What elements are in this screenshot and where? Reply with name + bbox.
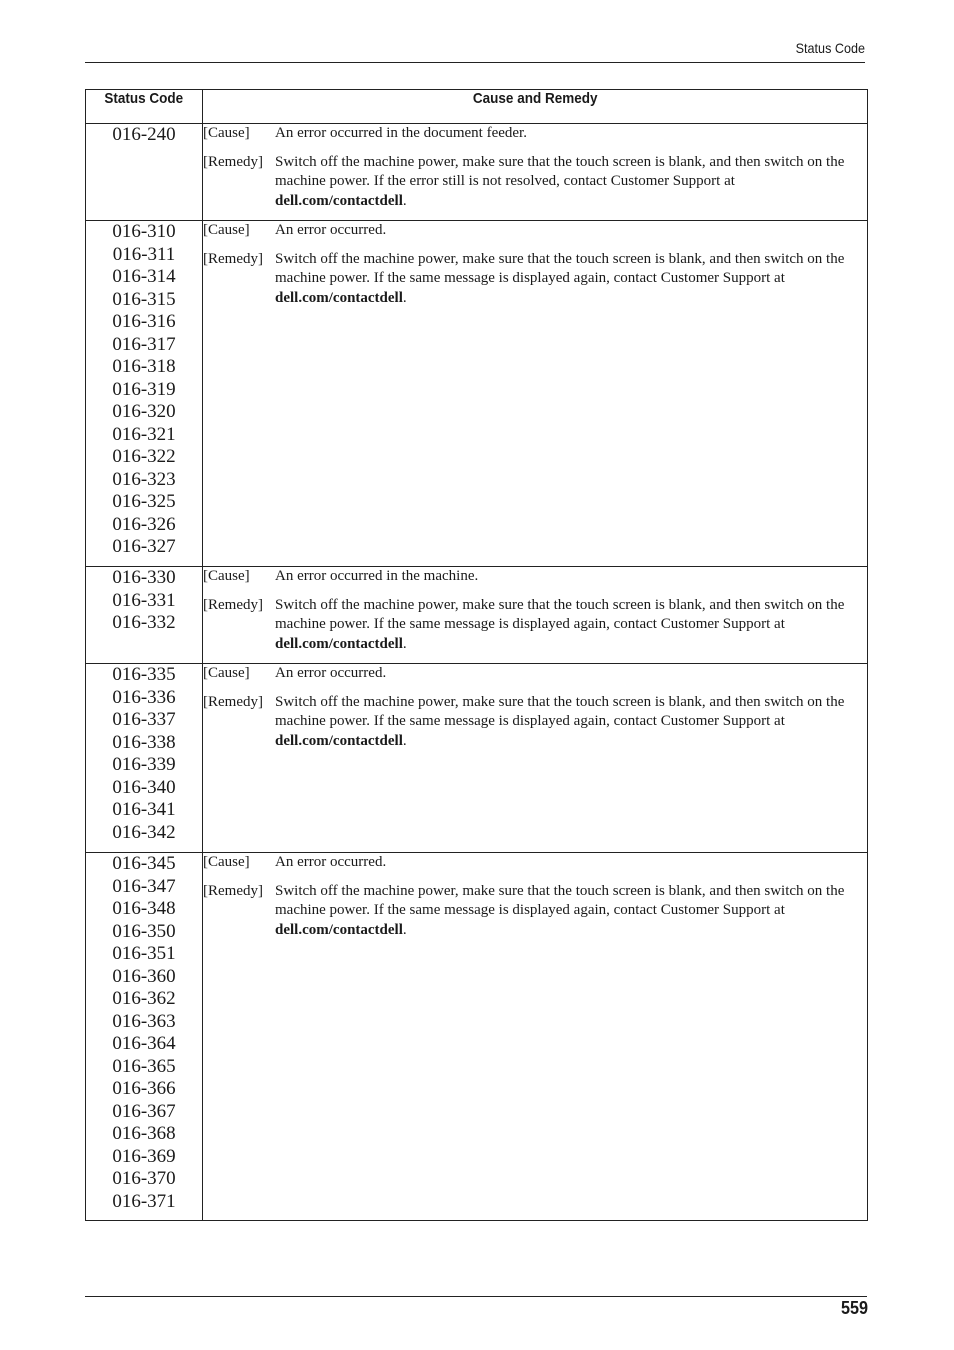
support-link[interactable]: dell.com/contactdell (275, 289, 403, 306)
remedy-entry (203, 153, 867, 212)
cause-entry (203, 853, 867, 873)
cause-tag: [Cause] (203, 854, 250, 870)
cause-entry (203, 567, 867, 587)
cause-remedy-cell (203, 853, 868, 1221)
remedy-body: Switch off the machine power, make sure that the touch screen is blank, and then switch on the machine power. If the same message is displayed again, contact Customer Support at (275, 882, 845, 918)
status-code: 016-325 (112, 491, 176, 512)
cause-tag: [Cause] (203, 568, 250, 584)
remedy-tag: [Remedy] (203, 596, 263, 613)
remedy-end: . (402, 732, 407, 749)
status-code-cell (86, 221, 203, 567)
table-body (86, 124, 868, 1221)
support-link[interactable]: dell.com/contactdell (275, 921, 403, 938)
status-code: 016-314 (112, 266, 176, 287)
remedy-body: Switch off the machine power, make sure that the touch screen is blank, and then switch on the machine power. If the error still is not resolved, contact Customer Support at (275, 153, 845, 189)
status-code: 016-331 (112, 589, 176, 611)
header-rule (85, 62, 865, 63)
status-code: 016-339 (112, 754, 176, 775)
column-header-cause-and-remedy: Cause and Remedy (203, 90, 868, 124)
status-code: 016-360 (112, 965, 176, 987)
page-number: 559 (840, 1298, 868, 1318)
table-row (86, 853, 868, 1221)
status-code: 016-330 (112, 567, 176, 588)
status-code: 016-340 (112, 776, 176, 798)
status-code: 016-351 (112, 943, 176, 964)
status-code: 016-341 (112, 799, 176, 820)
status-code-table (85, 89, 868, 1221)
status-code: 016-319 (112, 378, 176, 400)
remedy-entry (203, 250, 867, 309)
cause-entry (203, 664, 867, 684)
remedy-text (275, 153, 867, 212)
table-header-row (86, 90, 868, 124)
remedy-end: . (402, 192, 407, 209)
status-code: 016-317 (112, 333, 176, 355)
remedy-entry (203, 693, 867, 752)
status-code: 016-323 (112, 468, 176, 490)
status-code-cell (86, 853, 203, 1221)
status-code: 016-368 (112, 1123, 176, 1144)
status-code: 016-363 (112, 1010, 176, 1032)
status-code: 016-311 (112, 243, 176, 265)
status-code: 016-327 (112, 536, 176, 557)
status-code: 016-320 (112, 401, 176, 422)
status-code: 016-371 (112, 1190, 176, 1212)
running-header: Status Code (795, 40, 865, 56)
status-code: 016-348 (112, 898, 176, 919)
cause-text: An error occurred in the machine. (275, 568, 479, 584)
remedy-entry (203, 596, 867, 655)
table-row (86, 664, 868, 853)
cause-tag: [Cause] (203, 125, 250, 141)
status-code: 016-366 (112, 1078, 176, 1099)
cause-text: An error occurred. (275, 665, 387, 681)
status-code: 016-335 (112, 664, 176, 685)
remedy-tag: [Remedy] (203, 882, 263, 899)
cause-entry (203, 221, 867, 241)
status-code: 016-316 (112, 311, 176, 332)
cause-remedy-cell (203, 221, 868, 567)
support-link[interactable]: dell.com/contactdell (275, 732, 403, 749)
status-code: 016-322 (112, 446, 176, 467)
status-code: 016-310 (112, 221, 176, 242)
status-code: 016-321 (112, 423, 176, 445)
status-code: 016-338 (112, 731, 176, 753)
support-link[interactable]: dell.com/contactdell (275, 192, 403, 209)
cause-remedy-cell (203, 664, 868, 853)
status-code: 016-315 (112, 288, 176, 310)
support-link[interactable]: dell.com/contactdell (275, 635, 403, 652)
status-code: 016-342 (112, 821, 176, 843)
status-code: 016-336 (112, 686, 176, 708)
status-code: 016-362 (112, 988, 176, 1009)
remedy-tag: [Remedy] (203, 693, 263, 710)
status-code: 016-326 (112, 513, 176, 535)
remedy-text (275, 250, 867, 309)
remedy-tag: [Remedy] (203, 153, 263, 170)
remedy-text (275, 596, 867, 655)
cause-text: An error occurred. (275, 222, 387, 238)
cause-remedy-cell (203, 124, 868, 221)
remedy-tag: [Remedy] (203, 250, 263, 267)
status-code: 016-365 (112, 1055, 176, 1077)
status-code: 016-318 (112, 356, 176, 377)
cause-text: An error occurred. (275, 854, 387, 870)
cause-remedy-cell (203, 567, 868, 664)
cause-text: An error occurred in the document feeder. (275, 125, 527, 141)
table-row (86, 124, 868, 221)
remedy-text (275, 882, 867, 941)
status-code: 016-332 (112, 612, 176, 633)
remedy-body: Switch off the machine power, make sure that the touch screen is blank, and then switch on the machine power. If the same message is displayed again, contact Customer Support at (275, 596, 845, 632)
remedy-entry (203, 882, 867, 941)
status-code-cell (86, 567, 203, 664)
cause-tag: [Cause] (203, 222, 250, 238)
remedy-end: . (402, 921, 407, 938)
remedy-end: . (402, 289, 407, 306)
status-code: 016-345 (112, 853, 176, 874)
status-code: 016-350 (112, 920, 176, 942)
column-header-status-code: Status Code (86, 90, 203, 124)
cause-entry (203, 124, 867, 144)
status-code: 016-364 (112, 1033, 176, 1054)
status-code: 016-240 (112, 124, 176, 145)
cause-tag: [Cause] (203, 665, 250, 681)
remedy-body: Switch off the machine power, make sure that the touch screen is blank, and then switch on the machine power. If the same message is displayed again, contact Customer Support at (275, 693, 845, 729)
remedy-text (275, 693, 867, 752)
remedy-body: Switch off the machine power, make sure that the touch screen is blank, and then switch on the machine power. If the same message is displayed again, contact Customer Support at (275, 250, 845, 286)
status-code-cell (86, 124, 203, 221)
remedy-end: . (402, 635, 407, 652)
status-code-cell (86, 664, 203, 853)
status-code: 016-369 (112, 1145, 176, 1167)
status-code: 016-347 (112, 875, 176, 897)
table-row (86, 221, 868, 567)
status-code: 016-337 (112, 709, 176, 730)
status-code: 016-370 (112, 1168, 176, 1189)
table-row (86, 567, 868, 664)
status-code: 016-367 (112, 1100, 176, 1122)
